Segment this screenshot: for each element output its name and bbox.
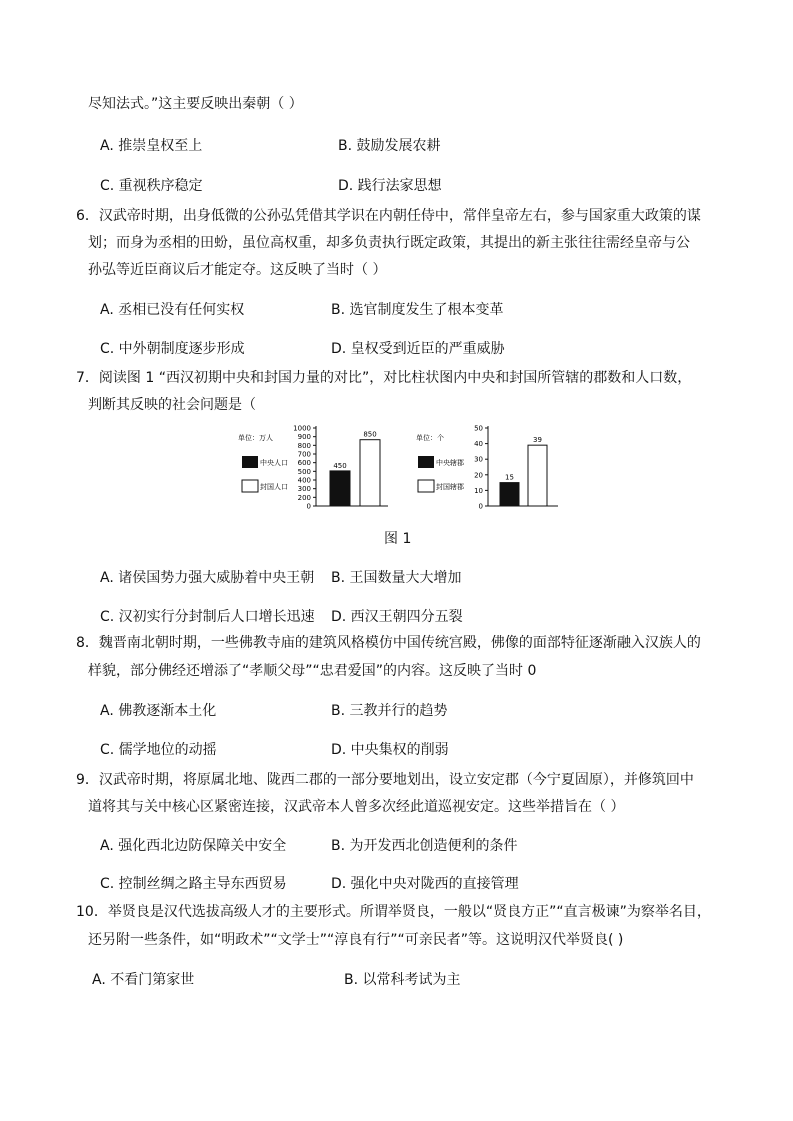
q8-option-a[interactable]: A. 佛教逐渐本土化 <box>100 703 217 719</box>
figure-1-caption: 图 1 <box>384 531 412 547</box>
commanderies-y-tick-label: 40 <box>474 440 483 449</box>
q8-option-b[interactable]: B. 三教并行的趋势 <box>331 703 448 719</box>
q6-option-b[interactable]: B. 选官制度发生了根本变革 <box>331 302 504 318</box>
legend-central-population-swatch <box>242 456 258 468</box>
population-y-tick-label: 900 <box>297 433 311 442</box>
population-y-tick-label: 0 <box>306 502 311 511</box>
q6-stem-line-3: 孙弘等近臣商议后才能定夺。这反映了当时（ ） <box>88 262 387 278</box>
legend-central-population-label: 中央人口 <box>260 459 288 467</box>
q9-option-c[interactable]: C. 控制丝绸之路主导东西贸易 <box>100 876 287 892</box>
legend-central-commanderies-swatch <box>418 456 434 468</box>
population-y-tick-label: 800 <box>297 441 311 450</box>
q5-option-a[interactable]: A. 推崇皇权至上 <box>100 138 203 154</box>
q9-option-a[interactable]: A. 强化西北边防保障关中安全 <box>100 838 287 854</box>
q6-stem-line-1: 6．汉武帝时期，出身低微的公孙弘凭借其学识在内朝任侍中，常伴皇帝左右，参与国家重大政策的谋 <box>76 208 701 224</box>
population-y-tick-label: 600 <box>297 459 311 468</box>
population-bar-central <box>330 471 350 506</box>
q8-stem-line-1: 8．魏晋南北朝时期，一些佛教寺庙的建筑风格模仿中国传统宫殿，佛像的面部特征逐渐融入汉族人的 <box>76 635 701 651</box>
q10-option-b[interactable]: B. 以常科考试为主 <box>344 972 461 988</box>
legend-fief-population-label: 封国人口 <box>260 483 288 491</box>
chart-commanderies <box>416 425 558 511</box>
q6-option-c[interactable]: C. 中外朝制度逐步形成 <box>100 341 245 357</box>
q7-option-d[interactable]: D. 西汉王朝四分五裂 <box>331 609 463 625</box>
commanderies-y-tick-label: 20 <box>474 471 483 480</box>
q7-option-b[interactable]: B. 王国数量大大增加 <box>331 570 462 586</box>
commanderies-bar-central <box>500 483 519 506</box>
legend-fief-population-swatch <box>242 480 258 492</box>
q10-option-a[interactable]: A. 不看门第家世 <box>92 972 195 988</box>
population-y-tick-label: 200 <box>297 493 311 502</box>
q8-option-d[interactable]: D. 中央集权的削弱 <box>331 742 449 758</box>
population-bar-fief <box>360 440 380 506</box>
q10-stem-line-2: 还另附一些条件，如“明政术”“文学士”“淳良有行”“可亲民者”等。这说明汉代举贤良( ) <box>88 932 624 948</box>
population-y-tick-label: 700 <box>297 450 311 459</box>
q10-stem-line-1: 10．举贤良是汉代选拔高级人才的主要形式。所谓举贤良，一般以“贤良方正”“直言极谏”为察举名目， <box>76 904 711 920</box>
q6-option-d[interactable]: D. 皇权受到近臣的严重威胁 <box>331 341 505 357</box>
q6-stem-line-2: 划；而身为丞相的田蚡，虽位高权重，却多负责执行既定政策，其提出的新主张往往需经皇帝与公 <box>88 235 690 251</box>
q8-stem-line-2: 样貌，部分佛经还增添了“孝顺父母”“忠君爱国”的内容。这反映了当时 0 <box>88 663 537 679</box>
q7-stem-line-1: 7．阅读图 1 “西汉初期中央和封国力量的对比”，对比柱状图内中央和封国所管辖的郡数和人口数， <box>76 370 692 386</box>
population-y-tick-label: 1000 <box>293 424 311 433</box>
population-y-tick-label: 300 <box>297 485 311 494</box>
legend-fief-commanderies-label: 封国辖郡 <box>436 483 464 491</box>
q5-stem-tail: 尽知法式。”这主要反映出秦朝（ ） <box>88 96 303 112</box>
population-bar-value-label: 850 <box>363 430 377 439</box>
q7-option-a[interactable]: A. 诸侯国势力强大威胁着中央王朝 <box>100 570 315 586</box>
legend-central-commanderies-label: 中央辖郡 <box>436 459 464 467</box>
population-y-tick-label: 500 <box>297 467 311 476</box>
q5-option-b[interactable]: B. 鼓励发展农耕 <box>338 138 441 154</box>
commanderies-unit-label: 单位：个 <box>416 434 444 442</box>
commanderies-y-tick-label: 10 <box>474 486 483 495</box>
legend-fief-commanderies-swatch <box>418 480 434 492</box>
q9-option-b[interactable]: B. 为开发西北创造便利的条件 <box>331 838 518 854</box>
q7-option-c[interactable]: C. 汉初实行分封制后人口增长迅速 <box>100 609 315 625</box>
population-y-tick-label: 400 <box>297 476 311 485</box>
q9-stem-line-1: 9．汉武帝时期，将原属北地、陇西二郡的一部分要地划出，设立安定郡（今宁夏固原），并修筑回中 <box>76 772 694 788</box>
commanderies-y-tick-label: 0 <box>478 502 483 511</box>
q9-stem-line-2: 道将其与关中核心区紧密连接，汉武帝本人曾多次经此道巡视安定。这些举措旨在（ ） <box>88 799 625 815</box>
q8-option-c[interactable]: C. 儒学地位的动摇 <box>100 742 217 758</box>
q9-option-d[interactable]: D. 强化中央对陇西的直接管理 <box>331 876 519 892</box>
commanderies-bar-value-label: 39 <box>533 436 542 445</box>
population-bar-value-label: 450 <box>333 461 347 470</box>
commanderies-bar-value-label: 15 <box>505 473 514 482</box>
figure-1 <box>230 422 570 518</box>
commanderies-y-tick-label: 30 <box>474 455 483 464</box>
commanderies-y-tick-label: 50 <box>474 424 483 433</box>
q5-option-c[interactable]: C. 重视秩序稳定 <box>100 178 203 194</box>
q5-option-d[interactable]: D. 践行法家思想 <box>338 178 442 194</box>
chart-population <box>238 425 388 511</box>
population-unit-label: 单位：万人 <box>238 434 273 442</box>
q6-option-a[interactable]: A. 丞相已没有任何实权 <box>100 302 245 318</box>
q7-stem-line-2: 判断其反映的社会问题是（ <box>88 397 256 413</box>
commanderies-bar-fief <box>528 445 547 506</box>
